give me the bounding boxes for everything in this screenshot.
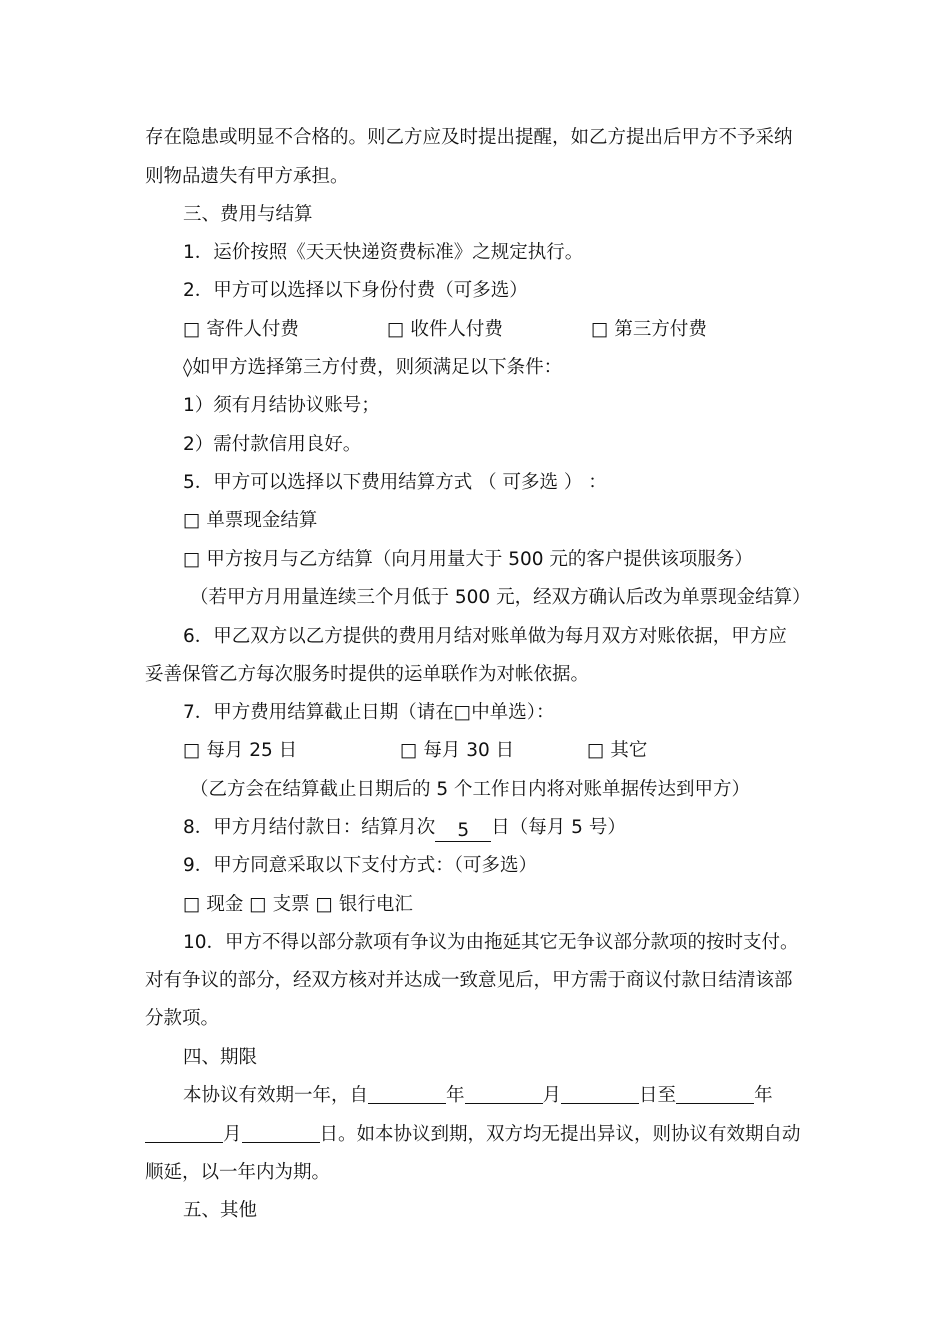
paragraph-line: 顺延，以一年内为期。	[145, 1162, 331, 1183]
settlement-note: （若甲方月用量连续三个月低于 500 元，经双方确认后改为单票现金结算）	[190, 587, 811, 608]
cutoff-note: （乙方会在结算截止日期后的 5 个工作日内将对账单据传达到甲方）	[190, 779, 751, 800]
paragraph-line: 妥善保管乙方每次服务时提供的运单联作为对帐依据。	[145, 664, 590, 685]
year-label: 年	[446, 1085, 465, 1106]
paragraph-line: 对有争议的部分，经双方核对并达成一致意见后，甲方需于商议付款日结清该部	[145, 970, 793, 991]
clause-8-suffix: 日（每月 5 号）	[491, 817, 626, 838]
month-label: 月	[223, 1124, 242, 1145]
day-to-label: 日至	[639, 1085, 677, 1106]
year-label: 年	[754, 1085, 773, 1106]
settlement-option-cash[interactable]: □ 单票现金结算	[183, 510, 318, 531]
clause-2: 2．甲方可以选择以下身份付费（可多选）	[183, 280, 528, 301]
payer-option-third-party[interactable]: □ 第三方付费	[591, 319, 707, 340]
paragraph-line: 分款项。	[145, 1008, 220, 1029]
start-month-field[interactable]	[465, 1083, 543, 1104]
clause-5: 5．甲方可以选择以下费用结算方式 （ 可多选 ） ：	[183, 472, 607, 493]
payment-method-options[interactable]: □ 现金 □ 支票 □ 银行电汇	[183, 894, 413, 915]
payment-day-field[interactable]: 5	[435, 821, 491, 842]
paragraph-line: 存在隐患或明显不合格的。则乙方应及时提出提醒，如乙方提出后甲方不予采纳	[145, 127, 793, 148]
section-heading-fees: 三、费用与结算	[183, 204, 313, 225]
section-heading-other: 五、其他	[183, 1200, 258, 1221]
term-line-2	[145, 1120, 810, 1150]
start-day-field[interactable]	[561, 1083, 639, 1104]
third-party-conditions: ◊如甲方选择第三方付费，则须满足以下条件：	[183, 357, 563, 378]
clause-6: 6．甲乙双方以乙方提供的费用月结对账单做为每月双方对账依据，甲方应	[183, 626, 787, 647]
cutoff-option-25[interactable]: □ 每月 25 日	[183, 740, 298, 761]
payer-option-sender[interactable]: □ 寄件人付费	[183, 319, 299, 340]
start-year-field[interactable]	[368, 1083, 446, 1104]
clause-7: 7．甲方费用结算截止日期（请在□中单选）：	[183, 702, 555, 723]
term-intro: 本协议有效期一年，自	[183, 1085, 369, 1106]
payer-options-row	[183, 315, 810, 345]
term-auto-renew: 日。如本协议到期，双方均无提出异议，则协议有效期自动	[319, 1124, 801, 1145]
cutoff-option-30[interactable]: □ 每月 30 日	[400, 740, 515, 761]
condition-2: 2）需付款信用良好。	[183, 434, 362, 455]
term-line-1	[183, 1081, 810, 1111]
clause-8-label: 8．甲方月结付款日：结算月次	[183, 817, 436, 838]
settlement-option-monthly[interactable]: □ 甲方按月与乙方结算（向月用量大于 500 元的客户提供该项服务）	[183, 549, 753, 570]
condition-1: 1）须有月结协议账号；	[183, 395, 380, 416]
clause-1: 1．运价按照《天天快递资费标准》之规定执行。	[183, 242, 584, 263]
end-year-field[interactable]	[676, 1083, 754, 1104]
section-heading-term: 四、期限	[183, 1047, 258, 1068]
paragraph-line: 则物品遗失有甲方承担。	[145, 166, 349, 187]
end-month-field[interactable]	[145, 1122, 223, 1143]
cutoff-option-other[interactable]: □ 其它	[587, 740, 648, 761]
clause-8	[183, 813, 810, 843]
clause-10: 10．甲方不得以部分款项有争议为由拖延其它无争议部分款项的按时支付。	[183, 932, 799, 953]
end-day-field[interactable]	[242, 1122, 320, 1143]
clause-9: 9．甲方同意采取以下支付方式：（可多选）	[183, 855, 538, 876]
cutoff-options-row	[183, 736, 810, 766]
month-label: 月	[542, 1085, 562, 1106]
payer-option-receiver[interactable]: □ 收件人付费	[387, 319, 503, 340]
